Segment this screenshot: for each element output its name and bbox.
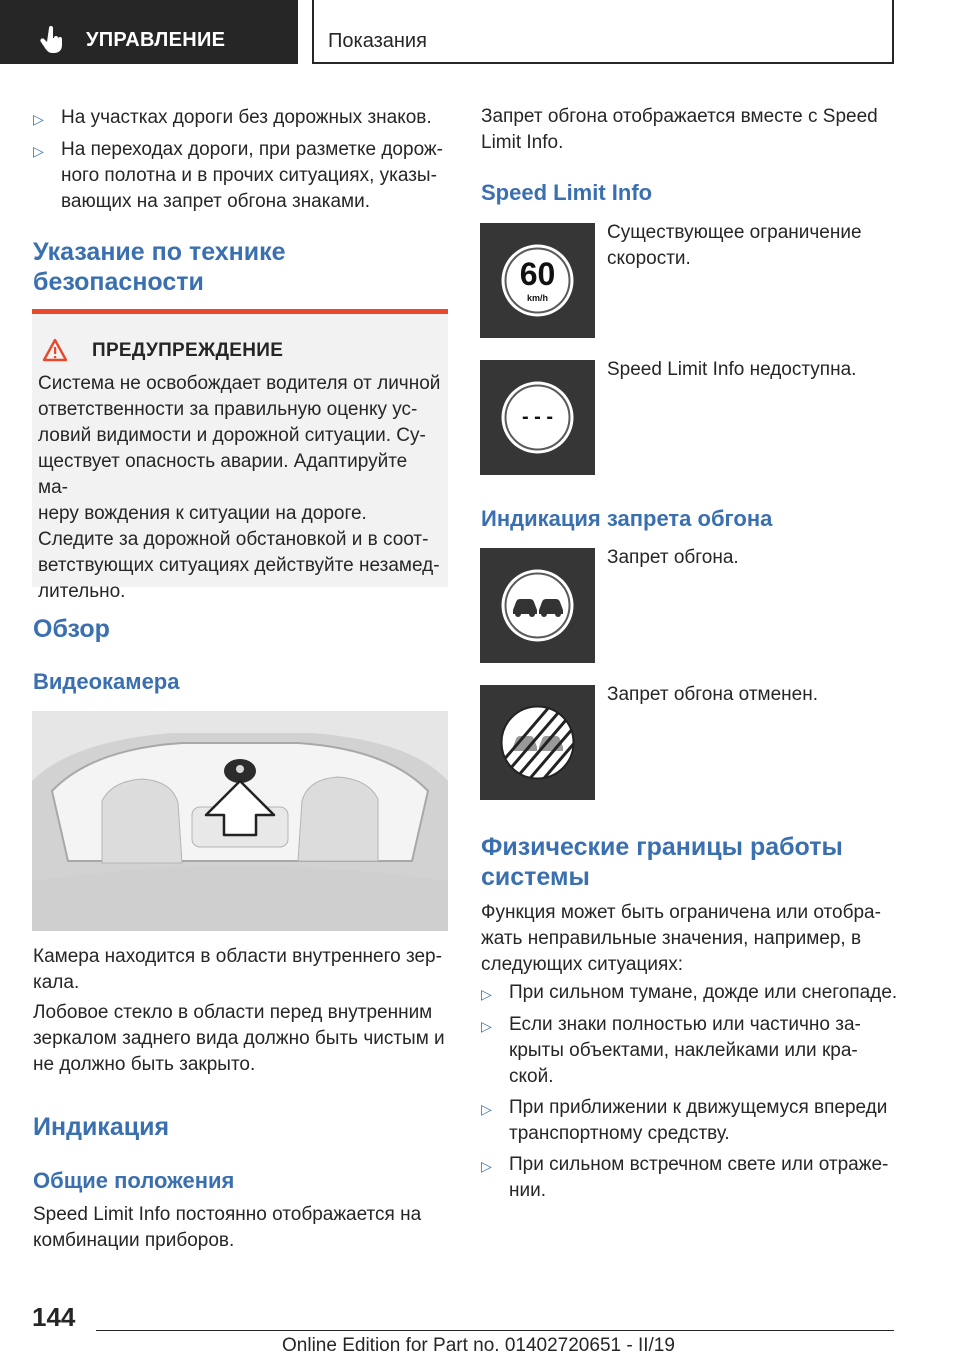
hand-pointer-icon [40, 26, 66, 54]
camera-caption: Камера находится в области внутреннего зер- кала. [33, 946, 442, 993]
overview-heading: Обзор [33, 615, 110, 643]
no-overtaking-icon [480, 548, 595, 663]
limits-text: Функция может быть ограничена или отобра- жать неправильные значения, например, в следующих ситуациях: [481, 902, 881, 975]
sign4-text: Запрет обгона отменен. [607, 684, 818, 705]
camera-location-illustration [32, 711, 448, 931]
header-chapter-tab[interactable] [312, 0, 894, 64]
warning-text: Система не освобождает водителя от личной ответственности за правильную оценку ус- ловий видимости и дорожной ситуации. Су- ществует опасность аварии. Адаптируйте ма- неру вождения к ситуации на дороге. Следите за дорожной обстановкой и в соот- ветствующих ситуациях действуйте незамед- лительно. [38, 373, 441, 602]
bullet-triangle-icon: ▷ [481, 1018, 492, 1034]
bullet-triangle-icon: ▷ [481, 1101, 492, 1117]
header-section-label: УПРАВЛЕНИЕ [86, 29, 226, 51]
unavailable-symbol: - - - [521, 406, 554, 428]
list-item: ▷ Если знаки полностью или частично за- крыты объектами, наклейками или кра- ской. [481, 1014, 861, 1087]
bullet-triangle-icon: ▷ [481, 1158, 492, 1174]
list-item: ▷ При сильном встречном свете или отраже- нии. [481, 1154, 889, 1201]
sign1-text: Существующее ограничение скорости. [607, 222, 862, 269]
warning-triangle-icon [42, 338, 68, 362]
sign3-text: Запрет обгона. [607, 547, 739, 568]
camera-heading: Видеокамера [33, 669, 180, 694]
header-section-tab[interactable] [0, 0, 298, 64]
bullet-triangle-icon: ▷ [481, 986, 492, 1002]
speed-limit-unavailable-image [480, 360, 595, 475]
general-text: Speed Limit Info постоянно отображается на комбинации приборов. [33, 1204, 422, 1251]
warning-title: ПРЕДУПРЕЖДЕНИЕ [92, 340, 284, 361]
page-number: 144 [32, 1302, 76, 1332]
sign2-text: Speed Limit Info недоступна. [607, 359, 857, 380]
overtake-intro: Запрет обгона отображается вместе с Speed Limit Info. [481, 106, 878, 153]
no-overtaking-sign-image [480, 548, 595, 663]
safety-heading: Указание по технике безопасности [33, 238, 286, 296]
speed-unit: km/h [526, 293, 549, 303]
end-no-overtaking-icon [480, 685, 595, 800]
bullet-triangle-icon: ▷ [33, 143, 44, 159]
list-item: ▷ При сильном тумане, дожде или снегопаде. [481, 980, 901, 1006]
display-heading: Индикация [33, 1113, 170, 1141]
speed-limit-sign-image [480, 223, 595, 338]
overtake-heading: Индикация запрета обгона [481, 506, 773, 531]
bullet-triangle-icon: ▷ [33, 111, 44, 127]
speed-value: 60 [519, 256, 556, 292]
list-item: ▷ На переходах дороги, при разметке дорож- ного полотна и в прочих ситуациях, указы- вающих на запрет обгона знаками. [33, 139, 443, 212]
speed-limit-sign-icon [480, 223, 595, 338]
list-item: ▷ На участках дороги без дорожных знаков. [33, 105, 453, 131]
camera-text: Лобовое стекло в области перед внутренним зеркалом заднего вида должно быть чистым и не должно быть закрыто. [33, 1002, 445, 1075]
speed-limit-info-heading: Speed Limit Info [481, 180, 653, 205]
end-no-overtaking-sign-image [480, 685, 595, 800]
list-item: ▷ При приближении к движущемуся впереди транспортному средству. [481, 1097, 888, 1144]
limits-heading: Физические границы работы системы [481, 833, 843, 891]
speed-limit-unavailable-icon [480, 360, 595, 475]
warning-box [32, 309, 448, 602]
footer-edition-text: Online Edition for Part no. 01402720651 - II/19 [282, 1335, 675, 1356]
general-heading: Общие положения [33, 1168, 235, 1193]
header-chapter-label: Показания [328, 30, 427, 52]
